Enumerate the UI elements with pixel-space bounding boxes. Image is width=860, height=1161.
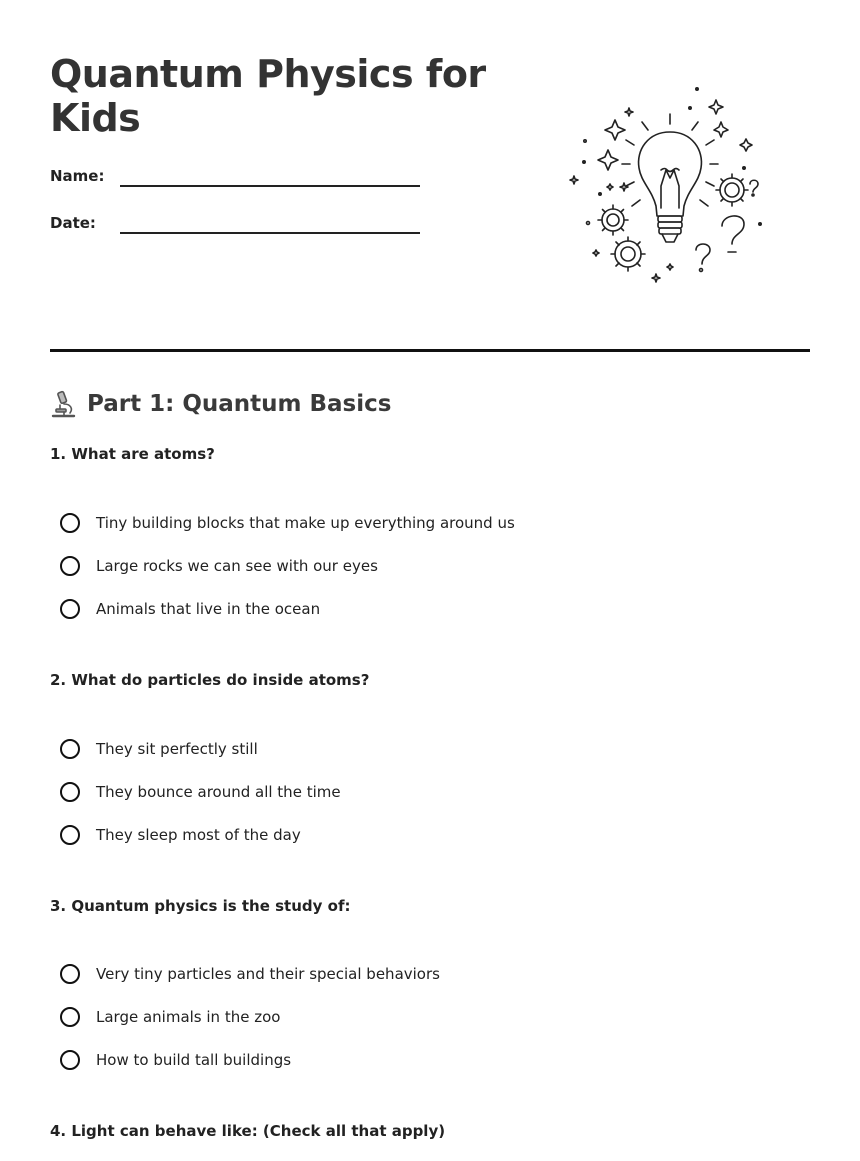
q1-option-3[interactable] — [60, 596, 320, 622]
name-write-line[interactable] — [120, 185, 420, 187]
lightbulb-icon — [560, 84, 780, 288]
worksheet-title: Quantum Physics for Kids — [50, 52, 486, 140]
radio-button[interactable] — [60, 964, 80, 984]
q2-option-1[interactable] — [60, 736, 258, 762]
option-label: Tiny building blocks that make up everything around us — [96, 514, 515, 532]
radio-button[interactable] — [60, 1050, 80, 1070]
option-label: Large animals in the zoo — [96, 1008, 281, 1026]
question-1: 1. What are atoms? — [50, 445, 215, 463]
option-label: Large rocks we can see with our eyes — [96, 557, 378, 575]
question-4: 4. Light can behave like: (Check all that apply) — [50, 1122, 446, 1140]
q2-option-3[interactable] — [60, 822, 301, 848]
radio-button[interactable] — [60, 599, 80, 619]
radio-button[interactable] — [60, 513, 80, 533]
name-field[interactable] — [50, 160, 430, 190]
q1-option-2[interactable] — [60, 553, 378, 579]
option-label: How to build tall buildings — [96, 1051, 292, 1069]
radio-button[interactable] — [60, 739, 80, 759]
q1-option-1[interactable] — [60, 510, 515, 536]
option-label: They bounce around all the time — [96, 783, 341, 801]
radio-button[interactable] — [60, 825, 80, 845]
radio-button[interactable] — [60, 1007, 80, 1027]
radio-button[interactable] — [60, 556, 80, 576]
q3-option-1[interactable] — [60, 961, 440, 987]
q3-option-3[interactable] — [60, 1047, 291, 1073]
q3-option-2[interactable] — [60, 1004, 280, 1030]
date-label: Date: — [50, 214, 96, 232]
option-label: They sit perfectly still — [96, 740, 258, 758]
question-2: 2. What do particles do inside atoms? — [50, 671, 370, 689]
question-3: 3. Quantum physics is the study of: — [50, 897, 351, 915]
microscope-icon — [50, 389, 78, 419]
option-label: Very tiny particles and their special behaviors — [96, 965, 440, 983]
option-label: Animals that live in the ocean — [96, 600, 321, 618]
date-field[interactable] — [50, 207, 430, 237]
section-heading — [50, 387, 391, 421]
date-write-line[interactable] — [120, 232, 420, 234]
lightbulb-illustration — [560, 84, 780, 288]
q2-option-2[interactable] — [60, 779, 341, 805]
section-divider — [50, 349, 810, 352]
section-title-text: Part 1: Quantum Basics — [87, 391, 392, 417]
option-label: They sleep most of the day — [96, 826, 301, 844]
radio-button[interactable] — [60, 782, 80, 802]
name-label: Name: — [50, 167, 105, 185]
